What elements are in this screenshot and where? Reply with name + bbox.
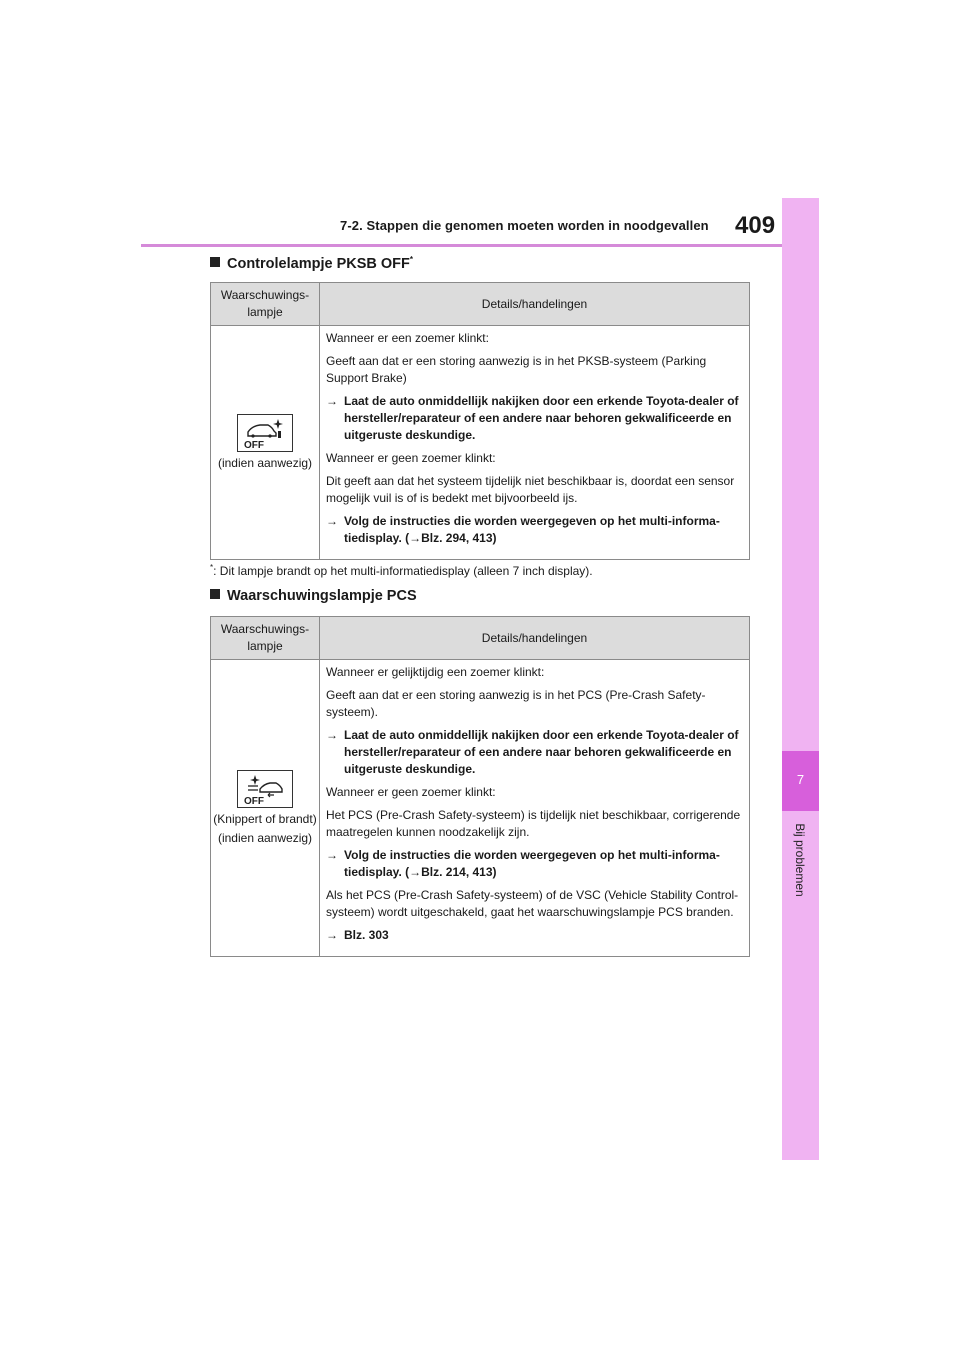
detail-text: Wanneer er geen zoemer klinkt: [326,785,496,799]
footnote [210,563,593,578]
detail-text: Volg de instructies die worden weergegeven op het multi-informa-tiedisplay. (→Blz. 294, 413) [344,514,720,545]
lamp-caption-optional: (indien aanwezig) [217,831,313,845]
detail-text: Wanneer er geen zoemer klinkt: [326,451,496,465]
detail-paragraph [326,353,743,387]
detail-paragraph [326,687,743,721]
lamp-cell [211,326,320,560]
footnote-text: : Dit lampje brandt op het multi-informatiedisplay (alleen 7 inch display). [213,564,593,578]
detail-paragraph [326,330,743,347]
details-cell [320,326,750,560]
arrow-right-icon: → [326,848,338,862]
detail-text: Laat de auto onmiddellijk nakijken door een erkende Toyota-dealer of hersteller/reparateur of een andere naar behoren gekwalificeerde en uitgeruste deskundige. [344,728,739,776]
detail-paragraph [326,784,743,801]
column-header-details [320,283,750,326]
lamp-cell [211,660,320,957]
chapter-label: Bij problemen [793,823,807,897]
arrow-right-icon: → [326,514,338,528]
table-header-row [211,617,750,660]
square-bullet-icon [210,589,220,599]
section-title: Waarschuwingslampje PCS [227,588,417,604]
square-bullet-icon [210,257,220,267]
footnote-mark: * [210,563,214,572]
detail-text: Dit geeft aan dat het systeem tijdelijk niet beschikbaar is, doordat een sensor mogelijk vuil is of is bedekt met bijvoorbeeld ijs. [326,474,735,505]
instruction-item [326,727,743,778]
arrow-right-icon: → [326,928,338,942]
instruction-item [326,927,743,944]
table-header-row [211,283,750,326]
detail-text: Wanneer er gelijktijdig een zoemer klinkt: [326,665,545,679]
table-row [211,660,750,957]
detail-text: Het PCS (Pre-Crash Safety-systeem) is tijdelijk niet beschikbaar, corrigerende maatregelen kunnen noodzakelijk zijn. [326,808,741,839]
chapter-side-tab [782,198,819,1160]
column-header-details [320,617,750,660]
section-heading-pksb [210,255,413,272]
pksb-warning-table [210,282,750,560]
detail-text: Laat de auto onmiddellijk nakijken door een erkende Toyota-dealer of hersteller/reparateur of een andere naar behoren gekwalificeerde en uitgeruste deskundige. [344,394,739,442]
chapter-number: 7 [796,772,805,787]
header-details-text: Details/handelingen [481,296,588,311]
detail-text: Geeft aan dat er een storing aanwezig is in het PKSB-systeem (Parking Support Brake) [326,354,707,385]
detail-text: Blz. 303 [344,928,389,942]
detail-paragraph [326,887,743,921]
detail-text: Als het PCS (Pre-Crash Safety-systeem) of de VSC (Vehicle Stability Control-systeem) wordt uitgeschakeld, gaat het waarschuwingslampje PCS branden. [326,888,739,919]
page-number: 409 [735,212,776,239]
section-heading-pcs [210,588,417,604]
lamp-caption: (indien aanwezig) [217,456,313,470]
pcs-off-icon [237,770,293,808]
detail-paragraph [326,473,743,507]
section-header-title: 7-2. Stappen die genomen moeten worden in noodgevallen [340,218,709,233]
instruction-item [326,513,743,547]
detail-text: Wanneer er een zoemer klinkt: [326,331,489,345]
lamp-caption: (Knippert of brandt) [213,812,317,826]
column-header-lamp [211,617,320,660]
pcs-warning-table [210,616,750,957]
instruction-item [326,847,743,881]
arrow-right-icon: → [326,728,338,742]
table-row [211,326,750,560]
icon-off-text: OFF [244,796,264,807]
header-details-text: Details/handelingen [481,630,588,645]
detail-paragraph [326,664,743,681]
footnote-mark: * [409,255,414,264]
section-title: Controlelampje PKSB OFF [227,255,410,272]
detail-text: Geeft aan dat er een storing aanwezig is in het PCS (Pre-Crash Safety-systeem). [326,688,706,719]
instruction-item [326,393,743,444]
detail-paragraph [326,450,743,467]
header-rule [141,244,782,247]
icon-off-text: OFF [244,440,264,451]
details-cell [320,660,750,957]
header-lamp-text: Waarschuwings-lampje [220,288,310,319]
detail-text: Volg de instructies die worden weergegeven op het multi-informa-tiedisplay. (→Blz. 214, 413) [344,848,720,879]
pksb-off-icon [237,414,293,452]
arrow-right-icon: → [326,394,338,408]
column-header-lamp [211,283,320,326]
header-lamp-text: Waarschuwings-lampje [220,622,310,653]
detail-paragraph [326,807,743,841]
